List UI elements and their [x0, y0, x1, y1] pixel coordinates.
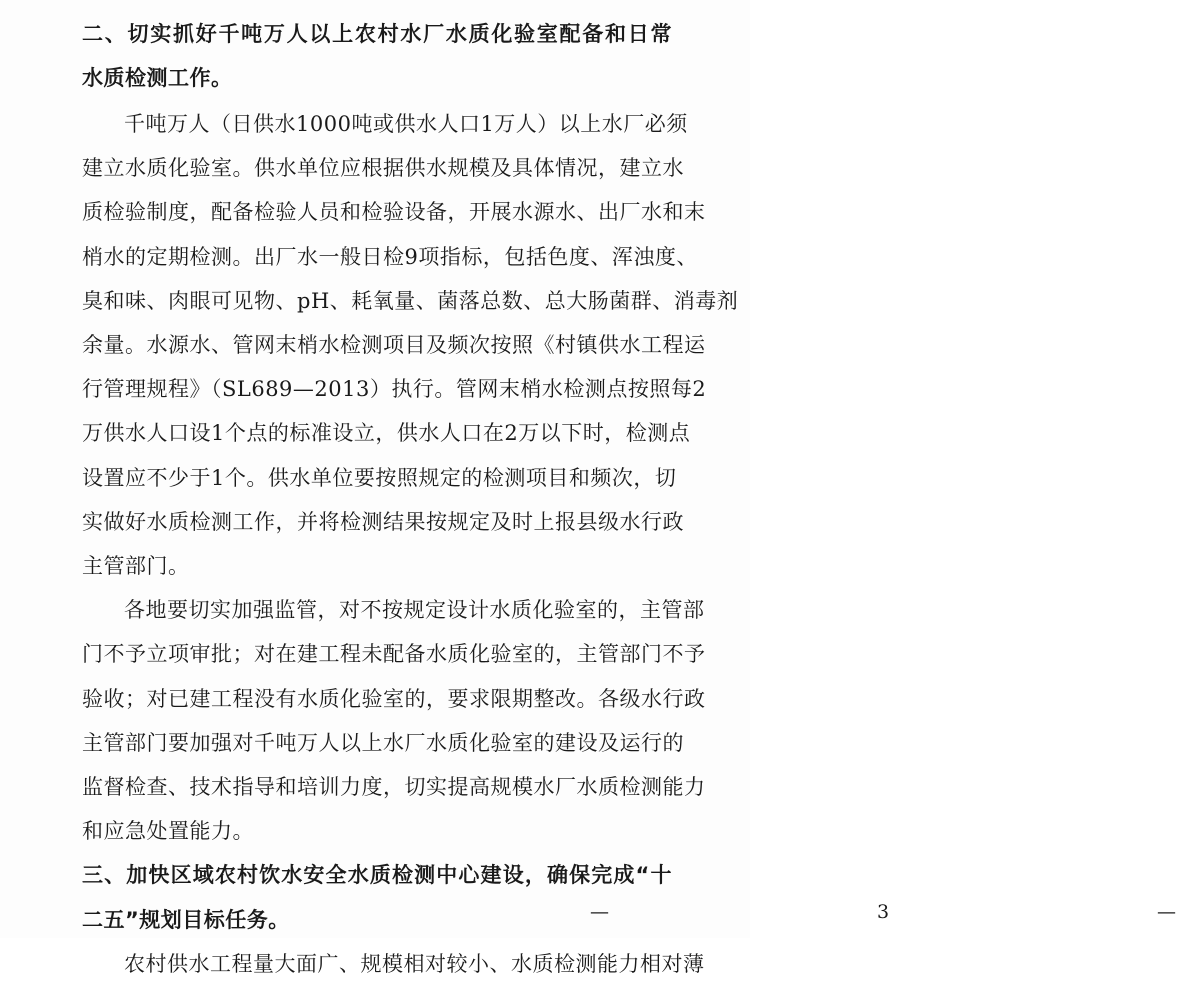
paragraph-1-line-7: 行管理规程》（SL689—2013）执行。管网末梢水检测点按照每2 — [82, 377, 707, 401]
section-two-heading-line-2: 水质检测工作。 — [82, 66, 233, 90]
section-three-heading-line-1: 三、加快区域农村饮水安全水质检测中心建设，确保完成“十 — [82, 863, 672, 887]
paragraph-1-line-4: 梢水的定期检测。出厂水一般日检9项指标，包括色度、浑浊度、 — [82, 245, 698, 269]
paragraph-1-line-1: 千吨万人（日供水1000吨或供水人口1万人）以上水厂必须 — [124, 112, 688, 136]
paragraph-1-line-3: 质检验制度，配备检验人员和检验设备，开展水源水、出厂水和末 — [82, 200, 706, 224]
paragraph-2-line-6: 和应急处置能力。 — [82, 819, 254, 843]
paragraph-1-line-9: 设置应不少于1个。供水单位要按照规定的检测项目和频次，切 — [82, 466, 677, 490]
paragraph-1-line-11: 主管部门。 — [82, 554, 190, 578]
paragraph-2-line-1: 各地要切实加强监管，对不按规定设计水质化验室的，主管部 — [124, 598, 705, 622]
section-three-heading-line-2: 二五”规划目标任务。 — [82, 908, 290, 932]
paragraph-1-line-2: 建立水质化验室。供水单位应根据供水规模及具体情况，建立水 — [82, 156, 684, 180]
paragraph-1-line-6: 余量。水源水、管网末梢水检测项目及频次按照《村镇供水工程运 — [82, 333, 706, 357]
section-two-heading-line-1: 二、切实抓好千吨万人以上农村水厂水质化验室配备和日常 — [82, 22, 672, 46]
paragraph-1-line-8: 万供水人口设1个点的标准设立，供水人口在2万以下时，检测点 — [82, 421, 691, 445]
paragraph-2-line-3: 验收；对已建工程没有水质化验室的，要求限期整改。各级水行政 — [82, 687, 706, 711]
paragraph-3-line-1: 农村供水工程量大面广、规模相对较小、水质检测能力相对薄 — [124, 952, 705, 976]
paragraph-2-line-2: 门不予立项审批；对在建工程未配备水质化验室的，主管部门不予 — [82, 642, 706, 666]
paragraph-2-line-5: 监督检查、技术指导和培训力度，切实提高规模水厂水质检测能力 — [82, 775, 706, 799]
paragraph-1-line-10: 实做好水质检测工作，并将检测结果按规定及时上报县级水行政 — [82, 510, 684, 534]
page-number: — 3 — — [590, 901, 1180, 923]
paragraph-1-line-5: 臭和味、肉眼可见物、pH、耗氧量、菌落总数、总大肠菌群、消毒剂 — [82, 289, 739, 313]
paragraph-2-line-4: 主管部门要加强对千吨万人以上水厂水质化验室的建设及运行的 — [82, 731, 684, 755]
